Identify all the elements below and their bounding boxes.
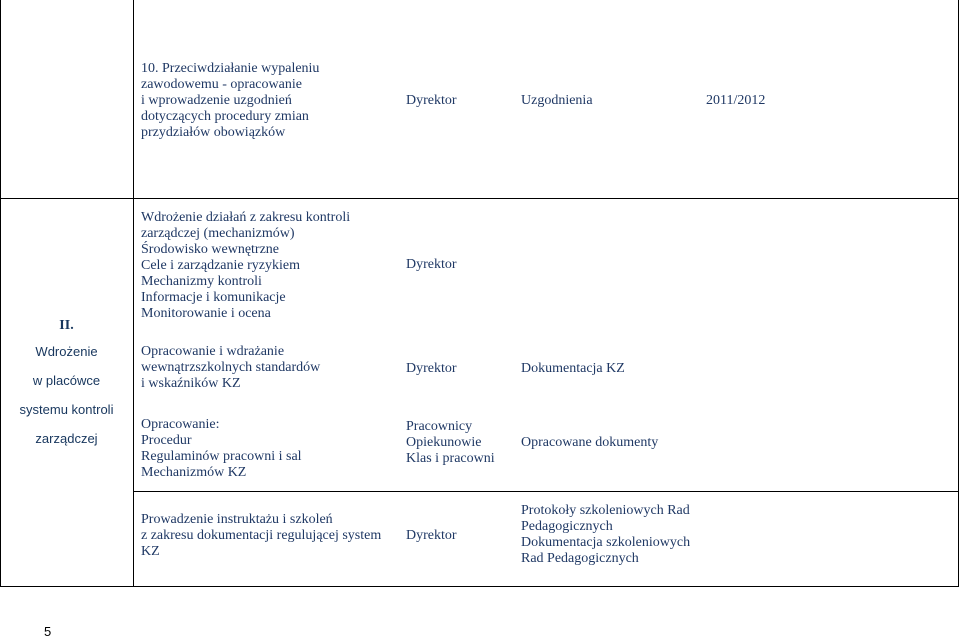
column-divider bbox=[133, 0, 134, 587]
row-divider bbox=[133, 491, 959, 492]
result-cell: Uzgodnienia bbox=[521, 93, 593, 108]
responsible-cell: Dyrektor bbox=[406, 257, 457, 272]
responsible-cell: Dyrektor bbox=[406, 528, 457, 543]
table-border-left bbox=[0, 0, 1, 587]
page-number: 5 bbox=[44, 624, 52, 639]
row-divider bbox=[0, 198, 959, 199]
table-border-bottom bbox=[0, 586, 959, 587]
result-cell: Dokumentacja KZ bbox=[521, 361, 625, 376]
date-cell: 2011/2012 bbox=[706, 93, 766, 108]
section-title-line: Wdrożenie bbox=[35, 344, 98, 359]
responsible-cell: Dyrektor bbox=[406, 361, 457, 376]
action-cell: Opracowanie i wdrażanie wewnątrzszkolnych standardów i wskaźników KZ bbox=[141, 344, 321, 391]
section-number: II. bbox=[59, 318, 74, 333]
action-cell: Opracowanie: Procedur Regulaminów pracowni i sal Mechanizmów KZ bbox=[141, 417, 302, 480]
section-title-line: w placówce bbox=[32, 373, 101, 388]
action-cell: 10. Przeciwdziałanie wypaleniu zawodowemu - opracowanie i wprowadzenie uzgodnień dotyczących procedury zmian przydziałów obowiązków bbox=[141, 61, 320, 140]
responsible-cell: Dyrektor bbox=[406, 93, 457, 108]
section-label bbox=[0, 318, 133, 447]
result-cell: Opracowane dokumenty bbox=[521, 435, 659, 450]
section-title-line: systemu kontroli bbox=[19, 402, 114, 417]
responsible-cell: Pracownicy Opiekunowie Klas i pracowni bbox=[406, 419, 495, 466]
section-title-line: zarządczej bbox=[35, 431, 98, 446]
action-cell: Wdrożenie działań z zakresu kontroli zarządczej (mechanizmów) Środowisko wewnętrzne Cele i zarządzanie ryzykiem Mechanizmy kontroli Informacje i komunikacje Monitorowanie i ocena bbox=[141, 210, 351, 321]
result-cell: Protokoły szkoleniowych Rad Pedagogicznych Dokumentacja szkoleniowych Rad Pedagogicznych bbox=[521, 503, 691, 566]
action-cell: Prowadzenie instruktażu i szkoleń z zakresu dokumentacji regulującej system KZ bbox=[141, 512, 382, 559]
